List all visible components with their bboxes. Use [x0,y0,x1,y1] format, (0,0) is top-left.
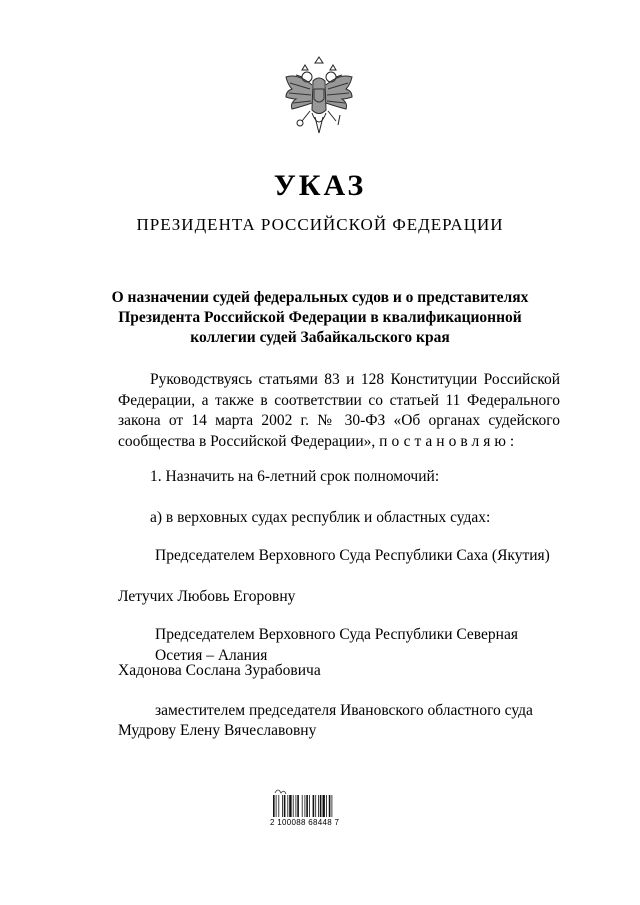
barcode-bar [296,795,297,817]
appointee-name: Мудрову Елену Вячеславовну [118,722,317,739]
barcode-bar [282,795,283,817]
barcode-bar [323,795,325,817]
appointment-position: Председателем Верховного Суда Республики Северная Осетия – Алания [155,626,518,664]
document-subtitle: ПРЕЗИДЕНТА РОССИЙСКОЙ ФЕДЕРАЦИИ [136,215,504,234]
barcode-bar [302,795,303,817]
appointment-position: заместителем председателя Ивановского областного суда [155,702,533,719]
barcode-bar [305,795,306,817]
barcode-mark [275,790,286,794]
heading-line: О назначении судей федеральных судов и о представителях [111,289,529,306]
point-1: 1. Назначить на 6-летний срок полномочий: [150,468,440,485]
appointee-name: Летучих Любовь Егоровну [118,588,296,605]
heading-line: коллегии судей Забайкальского края [190,329,450,346]
russian-double-headed-eagle-icon [280,55,358,145]
barcode-bar [287,795,288,817]
heading-line: Президента Российской Федерации в квалификационной [118,309,522,326]
barcode-bar [289,795,291,817]
barcode-bar [309,795,310,817]
point-a-text: а) в верховных судах республик и областных судах: [150,509,491,526]
barcode-bar [278,795,279,817]
appointment-position: Председателем Верховного Суда Республики Саха (Якутия) [155,547,550,564]
barcode-bar [320,795,322,817]
barcode-bar [293,795,294,817]
document-title: УКАЗ [273,169,367,202]
preamble-text: Руководствуясь статьями 83 и 128 Конституции Российской Федерации, а также в соответствии со статьей 11 Федерального закона от 14 марта 2002 г. № 30-ФЗ «Об органах судейского сообщества в Российской Федерации», [118,371,560,450]
barcode-number: 2 100088 68448 7 [270,818,340,827]
barcode-bar [318,795,319,817]
barcode-bar [306,795,308,817]
decree-word: постановляю: [379,432,519,450]
barcode-bar [315,795,316,817]
appointee-name: Хадонова Сослана Зурабовича [118,662,321,679]
decree-heading [90,288,550,348]
barcode-bar [273,795,275,817]
barcode-bar [326,795,327,817]
barcode-bar [329,795,331,817]
barcode-bar [332,795,333,817]
preamble-paragraph [118,370,560,452]
barcode-bar [297,795,299,817]
barcode-bar [313,795,315,817]
barcode-bar [276,795,277,817]
barcode-bar [284,795,286,817]
point-a [118,508,560,529]
